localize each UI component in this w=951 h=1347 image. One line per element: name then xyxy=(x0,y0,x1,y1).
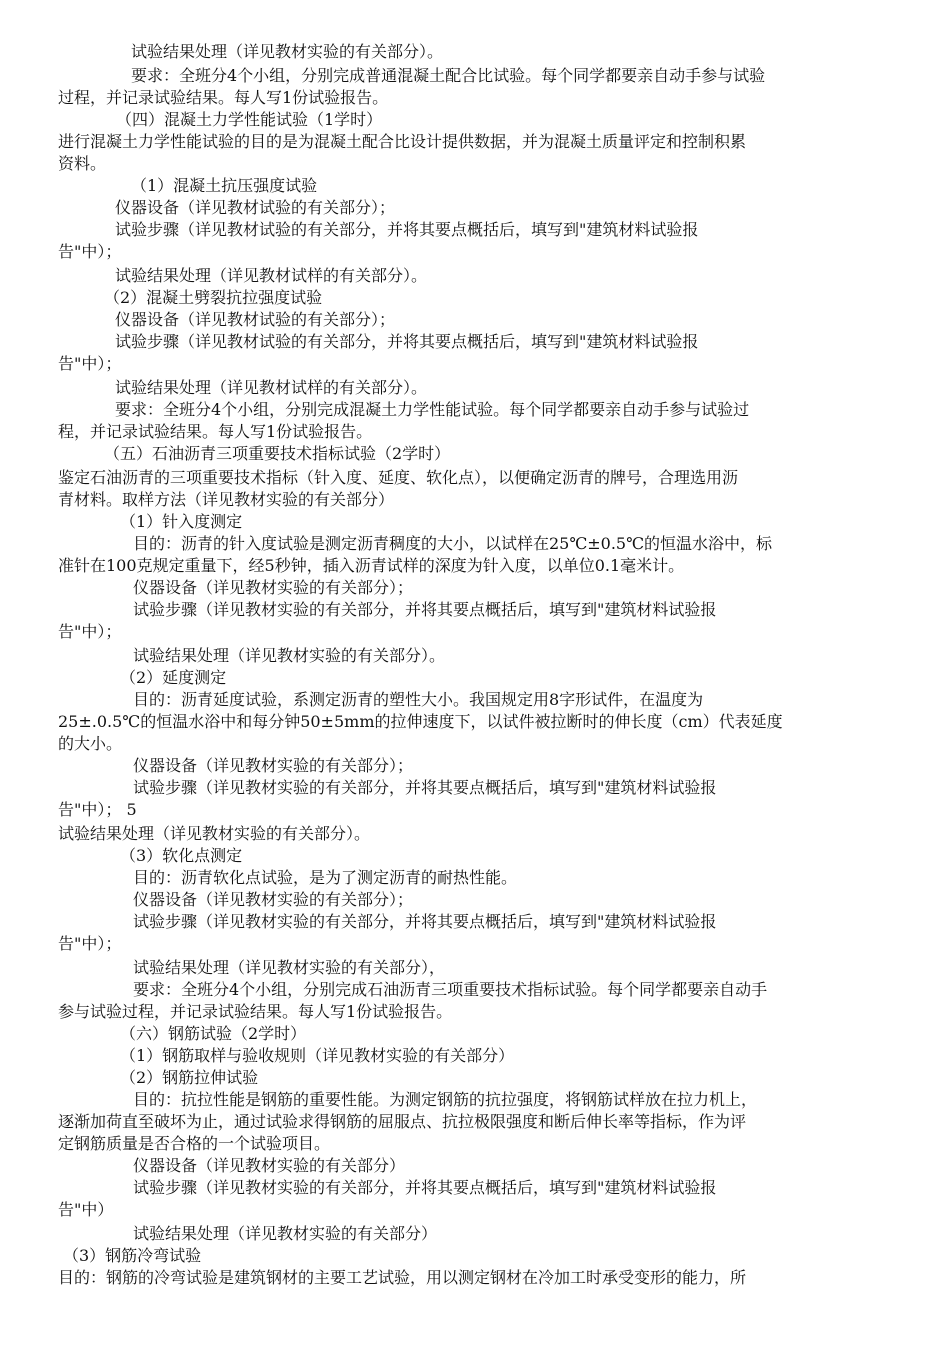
text-line: 试验步骤（详见教材试验的有关部分，并将其要点概括后，填写到"建筑材料试验报 xyxy=(115,220,699,239)
text-line: 参与试验过程，并记录试验结果。每人写1份试验报告。 xyxy=(58,1002,453,1021)
text-line: （3）软化点测定 xyxy=(120,846,243,865)
text-line: 程，并记录试验结果。每人写1份试验报告。 xyxy=(58,422,373,441)
text-line: 告"中）； xyxy=(58,242,122,261)
text-line: 仪器设备（详见教材实验的有关部分）； xyxy=(133,756,414,775)
text-line: （1）钢筋取样与验收规则（详见教材实验的有关部分） xyxy=(120,1046,515,1065)
text-line: 逐渐加荷直至破坏为止，通过试验求得钢筋的屈服点、抗拉极限强度和断后伸长率等指标，作为评 xyxy=(58,1112,747,1131)
text-line: （2）钢筋拉伸试验 xyxy=(120,1068,259,1087)
text-line: 仪器设备（详见教材试验的有关部分）； xyxy=(115,198,396,217)
text-line: 目的：沥青软化点试验，是为了测定沥青的耐热性能。 xyxy=(133,868,518,887)
text-line: （1）针入度测定 xyxy=(120,512,243,531)
text-line: 试验结果处理（详见教材实验的有关部分）。 xyxy=(58,824,371,843)
text-line: 要求：全班分4个小组，分别完成混凝土力学性能试验。每个同学都要亲自动手参与试验过 xyxy=(115,400,750,419)
text-line: 过程，并记录试验结果。每人写1份试验报告。 xyxy=(58,88,389,107)
text-line: 要求：全班分4个小组，分别完成普通混凝土配合比试验。每个同学都要亲自动手参与试验 xyxy=(131,66,766,85)
text-line: 试验结果处理（详见教材试样的有关部分）。 xyxy=(115,378,428,397)
text-line: 试验步骤（详见教材实验的有关部分，并将其要点概括后，填写到"建筑材料试验报 xyxy=(133,1178,717,1197)
text-line: 仪器设备（详见教材实验的有关部分） xyxy=(133,1156,406,1175)
text-line: 试验结果处理（详见教材实验的有关部分）。 xyxy=(131,42,444,61)
text-line: 目的：抗拉性能是钢筋的重要性能。为测定钢筋的抗拉强度，将钢筋试样放在拉力机上， xyxy=(133,1090,758,1109)
text-line: 目的：沥青的针入度试验是测定沥青稠度的大小，以试样在25℃±0.5℃的恒温水浴中，标 xyxy=(133,534,773,553)
text-line: 试验步骤（详见教材实验的有关部分，并将其要点概括后，填写到"建筑材料试验报 xyxy=(133,912,717,931)
text-line: 目的：沥青延度试验，系测定沥青的塑性大小。我国规定用8字形试件，在温度为 xyxy=(133,690,704,709)
text-line: 试验结果处理（详见教材实验的有关部分） xyxy=(133,1224,438,1243)
text-line: 定钢筋质量是否合格的一个试验项目。 xyxy=(58,1134,331,1153)
text-line: （2）延度测定 xyxy=(120,668,227,687)
text-line: 告"中）； xyxy=(58,934,122,953)
text-line: 告"中）； 5 xyxy=(58,800,137,819)
text-line: 仪器设备（详见教材实验的有关部分）； xyxy=(133,578,414,597)
text-line: 试验步骤（详见教材实验的有关部分，并将其要点概括后，填写到"建筑材料试验报 xyxy=(133,600,717,619)
text-line: 仪器设备（详见教材实验的有关部分）； xyxy=(133,890,414,909)
text-line: 试验结果处理（详见教材实验的有关部分）， xyxy=(133,958,446,977)
text-line: （五）石油沥青三项重要技术指标试验（2学时） xyxy=(104,444,451,463)
text-line: 鉴定石油沥青的三项重要技术指标（针入度、延度、软化点），以便确定沥青的牌号，合理选用沥 xyxy=(58,468,739,487)
text-line: 试验步骤（详见教材试验的有关部分，并将其要点概括后，填写到"建筑材料试验报 xyxy=(115,332,699,351)
text-line: 告"中） xyxy=(58,1200,114,1219)
text-line: （四）混凝土力学性能试验（1学时） xyxy=(116,110,383,129)
text-line: （3）钢筋冷弯试验 xyxy=(63,1246,202,1265)
text-line: 青材料。取样方法（详见教材实验的有关部分） xyxy=(58,490,395,509)
text-line: 告"中）； xyxy=(58,354,122,373)
text-line: （2）混凝土劈裂抗拉强度试验 xyxy=(104,288,323,307)
text-line: 进行混凝土力学性能试验的目的是为混凝土配合比设计提供数据，并为混凝土质量评定和控制积累 xyxy=(58,132,747,151)
text-line: 试验结果处理（详见教材实验的有关部分）。 xyxy=(133,646,446,665)
text-line: 试验结果处理（详见教材试样的有关部分）。 xyxy=(115,266,428,285)
text-line: 告"中）； xyxy=(58,622,122,641)
text-line: 准针在100克规定重量下，经5秒钟，插入沥青试样的深度为针入度，以单位0.1毫米计。 xyxy=(58,556,685,575)
text-line: （六）钢筋试验（2学时） xyxy=(120,1024,307,1043)
text-line: 的大小。 xyxy=(58,734,123,753)
text-line: （1）混凝土抗压强度试验 xyxy=(131,176,318,195)
text-line: 要求：全班分4个小组，分别完成石油沥青三项重要技术指标试验。每个同学都要亲自动手 xyxy=(133,980,768,999)
text-line: 试验步骤（详见教材实验的有关部分，并将其要点概括后，填写到"建筑材料试验报 xyxy=(133,778,717,797)
text-line: 目的：钢筋的冷弯试验是建筑钢材的主要工艺试验，用以测定钢材在冷加工时承受变形的能力，所 xyxy=(58,1268,747,1287)
text-line: 仪器设备（详见教材试验的有关部分）； xyxy=(115,310,396,329)
text-line: 资料。 xyxy=(58,154,107,173)
text-line: 25±.0.5℃的恒温水浴中和每分钟50±5mm的拉伸速度下，以试件被拉断时的伸长度（cm）代表延度 xyxy=(58,712,783,731)
